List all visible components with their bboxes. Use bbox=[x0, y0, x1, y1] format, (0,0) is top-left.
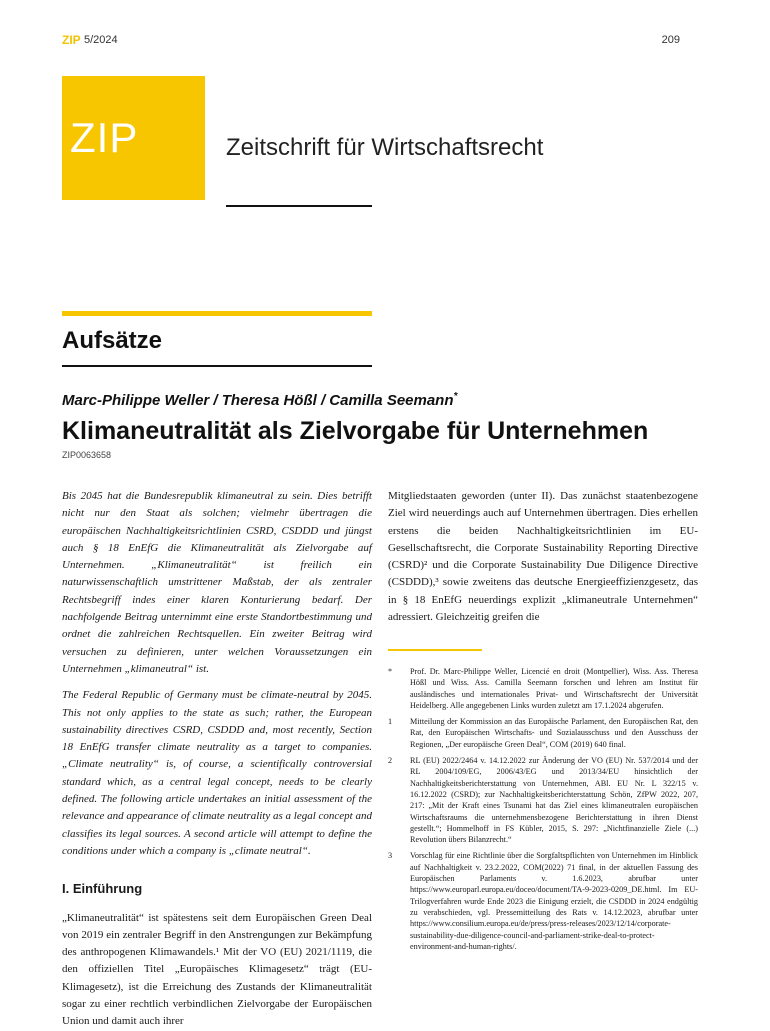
journal-logo bbox=[62, 76, 205, 200]
section-divider bbox=[62, 365, 372, 367]
footnote-text: Vorschlag für eine Richtlinie über die Sorgfaltspflichten von Unternehmen im Hinblick auf Nachhaltigkeit v. 23.2.2022, COM(2022) 71 final, in der aktuellen Fassung des Europäischen Parlaments v. 1.6.2023, abrufbar unter https://www.europarl.europa.eu/doceo/document/TA-9-2023-0209_DE.html. Im EU-Trilogverfahren wurde Ende 2023 die Einigung erzielt, die CSDDD in 2024 endgültig zu verabschieden, vgl. Pressemitteilung des Rats v. 14.12.2023, abrufbar unter https://www.consilium.europa.eu/de/press/press-releases/2023/12/14/corporate-sustainability-due-diligence-council-and-parliament-strike-deal-to-protect-environment-and-human-rights/. bbox=[410, 851, 698, 951]
footnote bbox=[388, 666, 698, 711]
journal-title: Zeitschrift für Wirtschaftsrecht bbox=[226, 134, 544, 161]
abstract-english: The Federal Republic of Germany must be climate-neutral by 2045. This not only applies to the state as such; rather, the European sustainability directives CSRD, CSDDD and, most recently, Section 18 EnEfG transfer climate neutrality as a target to companies. „Climate neutrality“ is, of course, a scientifically controversial standard which, as a central legal concept, needs to be clearly defined. The following article undertakes an initial assessment of the relevance and appearance of climate neutrality as a legal concept and classifies its legal sources. A second article will attempt to define the conditions under which a company is „climate neutral“. bbox=[62, 689, 372, 857]
left-column bbox=[62, 488, 372, 1031]
article-authors bbox=[62, 391, 457, 409]
issue-number: 5/2024 bbox=[84, 34, 118, 46]
journal-abbreviation: ZIP bbox=[62, 33, 81, 47]
authors-footnote-mark: * bbox=[453, 391, 458, 402]
section-title: Aufsätze bbox=[62, 327, 163, 354]
section-accent-bar bbox=[62, 311, 372, 316]
footnote-mark: 1 bbox=[388, 717, 393, 727]
footnote-text: RL (EU) 2022/2464 v. 14.12.2022 zur Änderung der VO (EU) Nr. 537/2014 und der RL 2004/109/EG, 2006/43/EG und 2013/34/EU hinsichtlich der Nachhaltigkeitsberichterstattung von Unternehmen, ABl. EU Nr. L 322/15 v. 16.12.2022 (CSRD); zur Nachhaltigkeitsberichterstattung Schön, ZfPW 2022, 207, 217: „Mit der Kraft eines Tsunami hat das Ziel eines klimaneutralen europäischen Wirtschaftsraums die unternehmensbezogene Berichterstattung in ihren Dienst gestellt.“; Hommelhoff in FS Kübler, 2015, S. 297: „Nichtfinanzielle Ziele (...) Revolution übers Bilanzrecht.“ bbox=[410, 756, 698, 845]
right-paragraph: Mitgliedstaaten geworden (unter II). Das zunächst staatenbezogene Ziel wird neuerdings auch auf Unternehmen übertragen. Dies erhellen erstens die beiden Nachhaltigkeitsrichtlinien im EU-Gesellschaftsrecht, die Corporate Sustainability Reporting Directive (CSRD)² und die Corporate Sustainability Due Diligence Directive (CSDDD),³ sowie zweitens das deutsche Energieeffizienzgesetz, das in § 18 EnEfG neuerdings explizit „klimaneutrale Unternehmen“ adressiert. Gleichzeitig greifen die bbox=[388, 490, 698, 624]
footnote-mark: 3 bbox=[388, 851, 393, 861]
footnote-divider bbox=[388, 649, 482, 651]
right-column bbox=[388, 488, 698, 626]
article-id: ZIP0063658 bbox=[62, 450, 112, 460]
footnote-text: Prof. Dr. Marc-Philippe Weller, Licencié en droit (Montpellier), Wiss. Ass. Theresa Hößl und Wiss. Ass. Camilla Seemann forschen und lehren am Institut für ausländisches und internationales Privat- und Wirtschaftsrecht der Universität Heidelberg. Alle angegebenen Links wurden zuletzt am 17.1.2024 abgerufen. bbox=[410, 667, 698, 710]
footnote bbox=[388, 850, 698, 952]
intro-heading: I. Einführung bbox=[62, 881, 143, 897]
title-divider bbox=[226, 205, 372, 207]
footnote bbox=[388, 716, 698, 750]
abstract-german: Bis 2045 hat die Bundesrepublik klimaneutral zu sein. Dies betrifft nicht nur den Staat als solchen; vielmehr übertragen die europäischen Nachhaltigkeitsrichtlinien CSRD, CSDDD und jüngst auch § 18 EnEfG die Klimaneutralität als Zielvorgabe auf Unternehmen. „Klimaneutralität“ ist freilich ein naturwissenschaftlich umstrittener Maßstab, der als zentraler Rechtsbegriff indes einer klaren Konturierung bedarf. Der nachfolgende Beitrag unternimmt eine erste Standortbestimmung und ordnet die zahlreichen Rechtsquellen. Ein zweiter Beitrag wird versuchen zu definieren, unter welchen Voraussetzungen ein Unternehmen „klimaneutral“ ist. bbox=[62, 490, 372, 675]
authors-text: Marc-Philippe Weller / Theresa Hößl / Camilla Seemann bbox=[62, 392, 454, 409]
footnote bbox=[388, 755, 698, 845]
article-title: Klimaneutralität als Zielvorgabe für Unternehmen bbox=[62, 417, 649, 445]
footnote-text: Mitteilung der Kommission an das Europäische Parlament, den Europäischen Rat, den Rat, den Europäischen Wirtschafts- und Sozialausschuss und den Ausschuss der Regionen, „Der europäische Green Deal“, COM (2019) 640 final. bbox=[410, 717, 698, 749]
footnotes bbox=[388, 666, 698, 957]
page-number: 209 bbox=[661, 34, 680, 46]
intro-paragraph: „Klimaneutralität“ ist spätestens seit dem Europäischen Green Deal von 2019 ein zentraler Begriff in den Anstrengungen zur Bekämpfung des anthropogenen Klimawandels.¹ Mit der VO (EU) 2021/1119, die den offiziellen Titel „Europäisches Klimagesetz“ trägt (EU-Klimagesetz), ist die Erreichung des Zustands der Klimaneutralität sogar zu einer rechtlich verbindlichen Zielvorgabe der Europäischen Union und damit auch ihrer bbox=[62, 911, 372, 1028]
footnote-mark: 2 bbox=[388, 756, 393, 766]
footnote-mark: * bbox=[388, 667, 393, 676]
journal-logo-text: ZIP bbox=[70, 114, 139, 161]
